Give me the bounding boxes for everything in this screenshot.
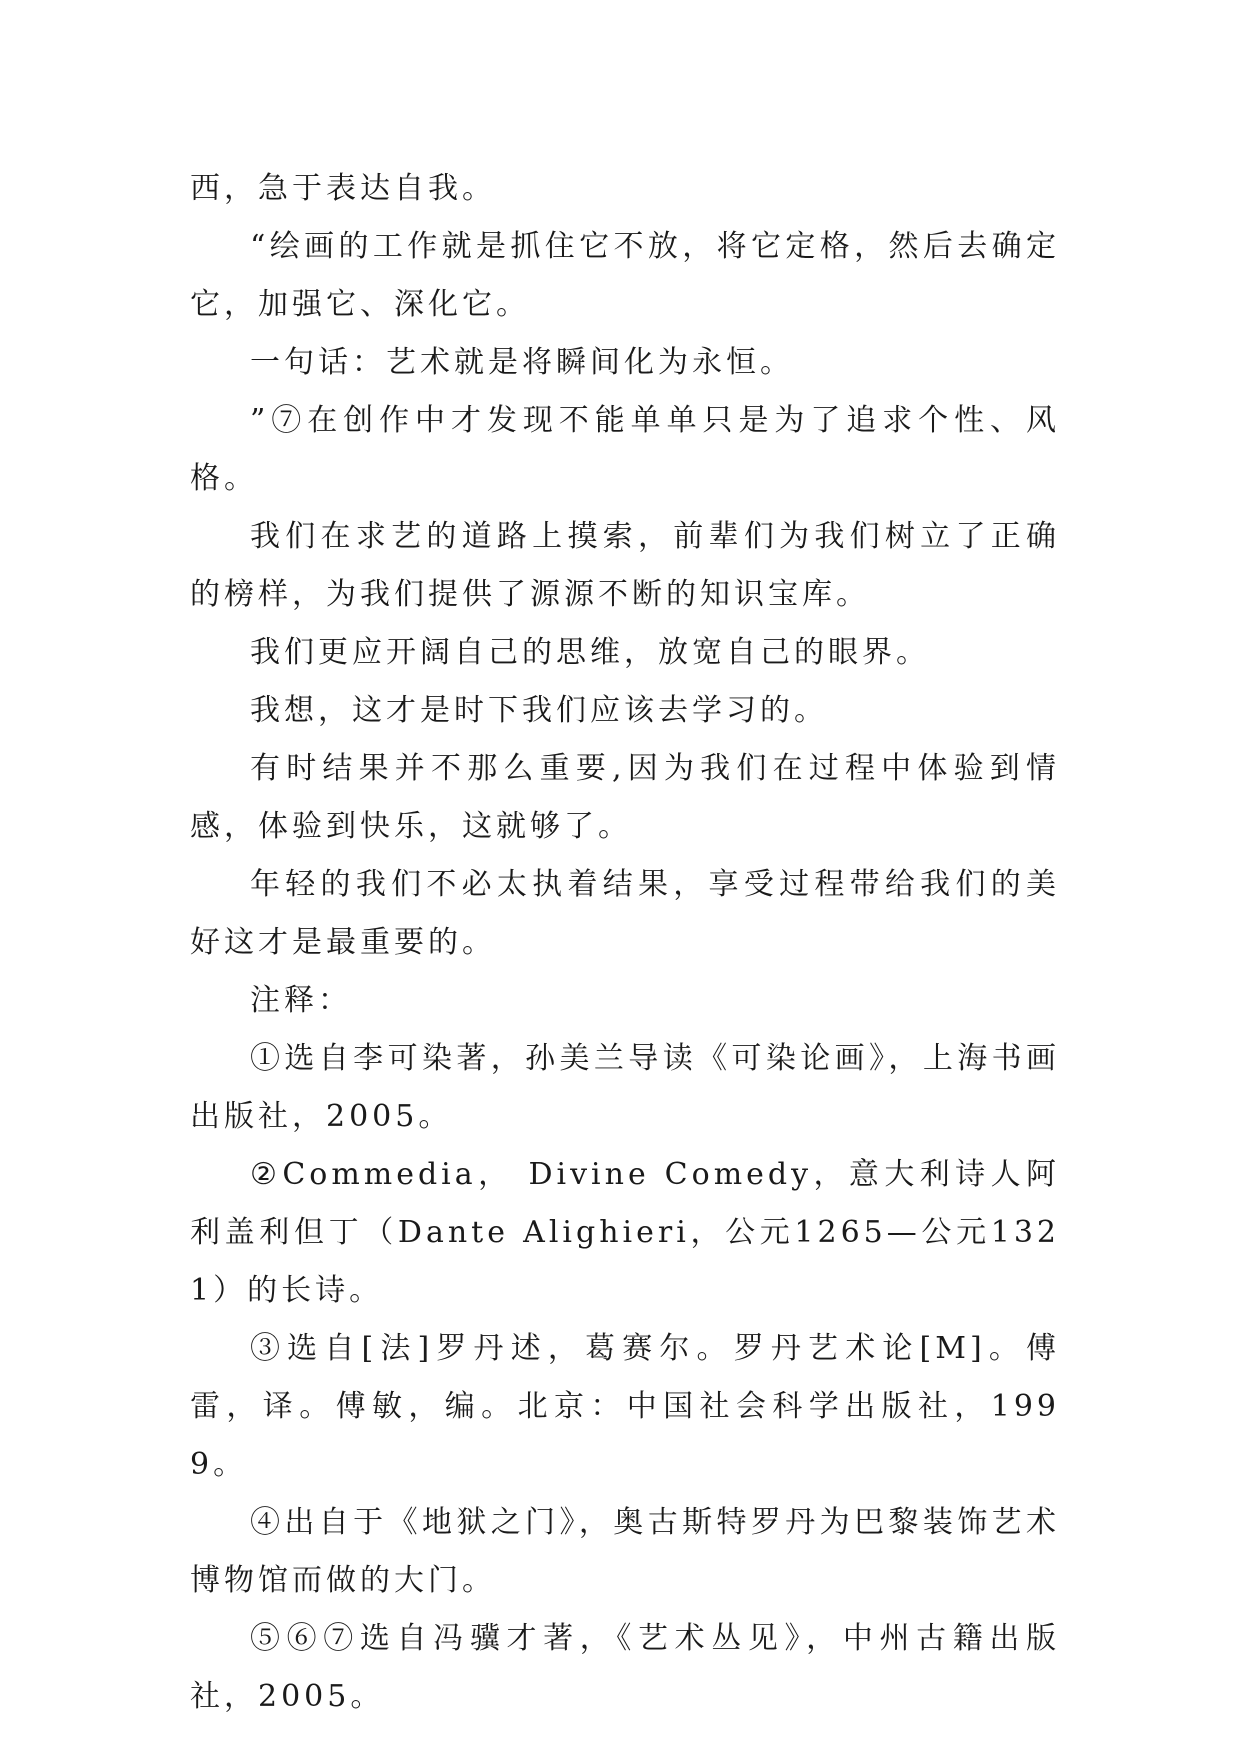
paragraph-5: 我们在求艺的道路上摸索，前辈们为我们树立了正确的榜样，为我们提供了源源不断的知识宝库。 [190, 519, 1060, 612]
notes-heading: 注释： [250, 983, 352, 1018]
paragraph-9: 年轻的我们不必太执着结果，享受过程带给我们的美好这才是最重要的。 [190, 867, 1060, 960]
paragraph-2: “绘画的工作就是抓住它不放，将它定格，然后去确定它，加强它、深化它。 [190, 229, 1060, 322]
footnote-1: ①选自李可染著，孙美兰导读《可染论画》，上海书画出版社，2005。 [190, 1041, 1060, 1134]
paragraph-1: 西，急于表达自我。 [190, 171, 496, 206]
paragraph-8: 有时结果并不那么重要,因为我们在过程中体验到情感，体验到快乐，这就够了。 [190, 751, 1060, 844]
footnote-4: ④出自于《地狱之门》，奥古斯特罗丹为巴黎装饰艺术博物馆而做的大门。 [190, 1505, 1060, 1598]
footnote-3: ③选自[法]罗丹述，葛赛尔。罗丹艺术论[M]。傅雷，译。傅敏，编。北京：中国社会科学出版社，1999。 [190, 1331, 1060, 1482]
paragraph-6: 我们更应开阔自己的思维，放宽自己的眼界。 [250, 635, 930, 670]
paragraph-7: 我想，这才是时下我们应该去学习的。 [250, 693, 828, 728]
document-body [190, 160, 1060, 1726]
footnote-2: ②Commedia， Divine Comedy，意大利诗人阿利盖利但丁（Dante Alighieri，公元1265—公元1321）的长诗。 [190, 1157, 1060, 1308]
paragraph-3: 一句话：艺术就是将瞬间化为永恒。 [250, 345, 794, 380]
paragraph-4: ”⑦在创作中才发现不能单单只是为了追求个性、风格。 [190, 403, 1060, 496]
footnote-5-6-7: ⑤⑥⑦选自冯骥才著，《艺术丛见》，中州古籍出版社，2005。 [190, 1621, 1060, 1714]
